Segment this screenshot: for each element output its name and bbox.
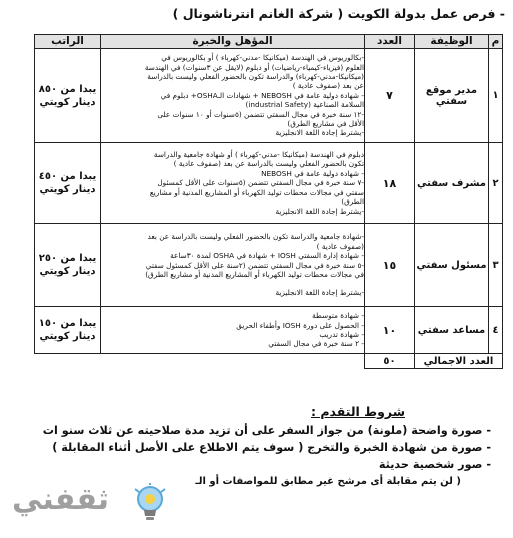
qualification-line: تكون بالحضور الفعلي وليست بالدراسة عن بعد (صفوف عادية ): [173, 159, 364, 169]
qualification-line: (صفوف عادية ): [316, 241, 364, 251]
qualification-line: - شهادة دولية عامة في NEBOSH: [261, 168, 364, 178]
job-count: ٧: [365, 49, 415, 143]
table-row: [35, 143, 503, 224]
terms-item: - صور شخصية حديثة: [378, 458, 491, 471]
site-logo: [6, 480, 181, 530]
job-title: مساعد سفتي: [415, 307, 489, 354]
total-value: ٥٠: [365, 354, 415, 369]
qualification-line: -٥ سنة خبرة في مجال السفتي تتضمن (٢سنة على الأقل كمسئول سفتي: [145, 260, 364, 270]
qualification-line: -٧ سنة خبرة في مجال السفتي تتضمن (٥سنوات على الأقل كمسئول: [157, 178, 364, 188]
qualification-line: - الحصول على دورة IOSH وأطفاء الحريق: [236, 320, 364, 330]
job-count: ١٨: [365, 143, 415, 224]
total-row: [35, 354, 503, 369]
job-title: مسئول سفتي: [415, 224, 489, 307]
job-count: ١٥: [365, 224, 415, 307]
row-num: ١: [489, 49, 503, 143]
terms-item: - صورة من شهادة الخبرة والتخرج ( سوف يتم الاطلاع على الأصل أثناء المقابلة ): [52, 441, 491, 454]
qualification-line: العلوم (فيزياء-كيمياء-رياضيات) أو دبلوم (لايقل عن ٣سنوات) في الهندسة: [144, 62, 364, 72]
qualification-line: دبلوم في الهندسة (ميكانيكا -مدني-كهرباء ) أو شهادة جامعية والدراسة: [153, 150, 364, 160]
qualification-line: -شهادة جامعية والدراسة تكون بالحضور الفعلي وليست بالدراسة عن بعد: [147, 232, 364, 242]
jobs-table: [34, 34, 503, 369]
job-salary: يبدا من ٢٥٠ دينار كويتي: [35, 224, 101, 307]
total-label: العدد الاجمالي: [415, 354, 503, 369]
job-salary: يبدا من ٨٥٠ دينار كويتي: [35, 49, 101, 143]
job-qualification: [101, 49, 365, 143]
header-num: م: [489, 35, 503, 49]
terms-item: - صورة واضحة (ملونة) من جواز السفر على أن تزيد مدة صلاحيته عن ثلاث سنو ات: [42, 424, 491, 437]
qualification-line: سفتي في مجالات محطات توليد الكهرباء أو المشاريع المدنية أو مشاريع: [149, 187, 364, 197]
header-salary: الراتب: [35, 35, 101, 49]
total-spacer: [101, 354, 365, 369]
table-row: [35, 224, 503, 307]
qualification-line: - ٢ سنة خبرة في مجال السفتي: [268, 339, 364, 349]
header-job: الوظيفة: [415, 35, 489, 49]
row-num: ٣: [489, 224, 503, 307]
qualification-line: عن بعد (صفوف عادية ): [292, 81, 364, 91]
table-header-row: [35, 35, 503, 49]
qualification-line: -يشترط إجادة اللغة الانجليزية: [275, 288, 364, 298]
qualification-line: السلامة الصناعية (industrial Safety): [245, 100, 364, 110]
total-spacer: [35, 354, 101, 369]
job-qualification: [101, 143, 365, 224]
terms-note: ( لن يتم مقابلة أى مرشح غير مطابق للمواصفات أو الـ: [195, 476, 461, 487]
job-salary: يبدا من ١٥٠ دينار كويتي: [35, 307, 101, 354]
logo-text: ثقفني: [12, 482, 110, 517]
qualification-line: الطرق): [341, 197, 364, 207]
qualification-line: - شهادة إدارة السفتي IOSH + شهادة في OSHA لمدة ٣٠ساعة: [170, 251, 364, 261]
table-row: [35, 49, 503, 143]
header-count: العدد: [365, 35, 415, 49]
lightbulb-icon: [132, 483, 168, 527]
row-num: ٤: [489, 307, 503, 354]
job-qualification: [101, 307, 365, 354]
qualification-line: - شهادة متوسطة: [312, 311, 364, 321]
qualification-line: - شهادة دولية عامة في NEBOSH + شهادات الـOSHA+ دبلوم في: [160, 90, 364, 100]
qualification-line: - شهادة تدريب: [319, 330, 364, 339]
job-title: مدير موقع سفتي: [415, 49, 489, 143]
qualification-line: (ميكانيكا-مدني-كهرباء) والدراسة تكون بالحضور الفعلي وليست بالدراسة: [147, 71, 364, 81]
job-count: ١٠: [365, 307, 415, 354]
qualification-line: في مجالات محطات توليد الكهرباء أو المشاريع المدنية أو مشاريع الطرق): [145, 269, 364, 279]
qualification-line: الأقل في مشاريع الطرق): [287, 119, 364, 129]
terms-title: شروط التقدم :: [311, 404, 405, 419]
qualification-line: -يشترط إجادة اللغة الانجليزية: [275, 128, 364, 138]
page-title: - فرص عمل بدولة الكويت ( شركة الغانم انترناشونال ): [172, 6, 505, 21]
row-num: ٢: [489, 143, 503, 224]
table-row: [35, 307, 503, 354]
job-salary: يبدا من ٤٥٠ دينار كويتي: [35, 143, 101, 224]
qualification-line: -يشترط إجادة اللغة الانجليزية: [275, 206, 364, 216]
job-qualification: [101, 224, 365, 307]
job-title: مشرف سفتي: [415, 143, 489, 224]
qualification-line: -١٢ سنة خبرة في مجال السفتي تتضمن (٥سنوات أو ١٠ سنوات على: [157, 109, 364, 119]
header-qualification: المؤهل والخبرة: [101, 35, 365, 49]
qualification-line: [101, 279, 364, 288]
qualification-line: -بكالوريوس في الهندسة (ميكانيكا -مدني-كهرباء ) أو بكالوريوس في: [161, 53, 364, 63]
